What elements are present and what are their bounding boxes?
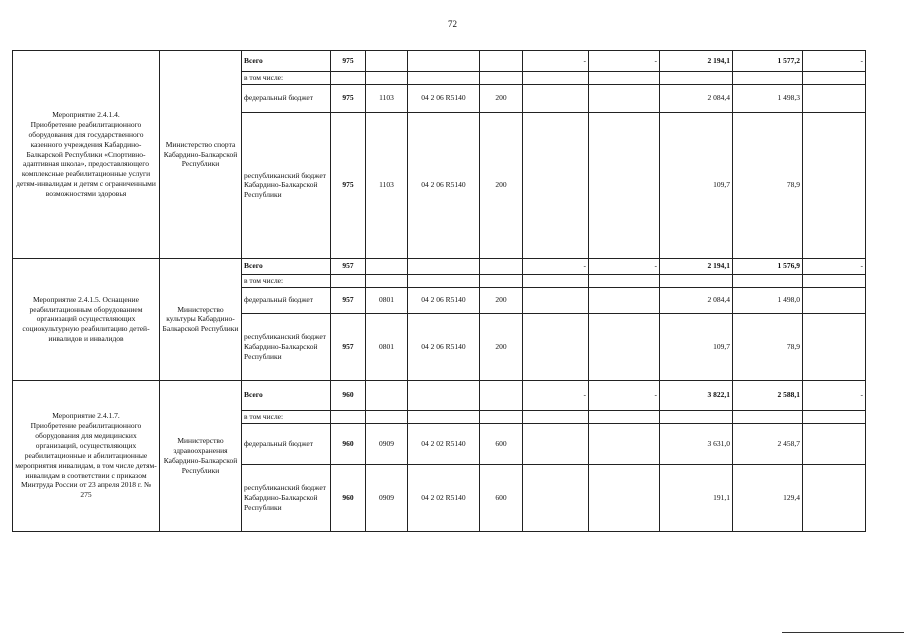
including-cell: в том числе: <box>242 274 331 287</box>
value-cell: 109,7 <box>660 112 733 258</box>
grbs-cell: 957 <box>331 287 366 313</box>
table-row <box>13 258 866 274</box>
value-cell: 1 498,0 <box>733 287 803 313</box>
value-cell: - <box>803 51 866 72</box>
source-cell: федеральный бюджет <box>242 423 331 464</box>
table-row <box>13 380 866 410</box>
grbs-cell: 960 <box>331 464 366 531</box>
source-cell: республиканский бюджет Кабардино-Балкарской Республики <box>242 112 331 258</box>
value-cell: 1 577,2 <box>733 51 803 72</box>
source-cell: Всего <box>242 380 331 410</box>
value-cell: - <box>803 258 866 274</box>
value-cell: 2 588,1 <box>733 380 803 410</box>
footer-rule <box>782 632 904 633</box>
value-cell: - <box>589 380 660 410</box>
vr-cell <box>480 51 523 72</box>
grbs-cell: 975 <box>331 84 366 112</box>
value-cell: 109,7 <box>660 313 733 380</box>
vr-cell: 600 <box>480 423 523 464</box>
grbs-cell: 960 <box>331 380 366 410</box>
value-cell: - <box>523 258 589 274</box>
table-row <box>13 51 866 72</box>
vr-cell: 200 <box>480 112 523 258</box>
value-cell: - <box>523 380 589 410</box>
vr-cell <box>480 380 523 410</box>
rzpr-cell <box>366 380 408 410</box>
value-cell: 3 822,1 <box>660 380 733 410</box>
executor-cell: Министерство культуры Кабардино-Балкарской Республики <box>160 258 242 380</box>
grbs-cell: 975 <box>331 112 366 258</box>
value-cell: 191,1 <box>660 464 733 531</box>
csr-cell: 04 2 06 R5140 <box>408 313 480 380</box>
vr-cell: 200 <box>480 287 523 313</box>
vr-cell: 200 <box>480 313 523 380</box>
vr-cell: 200 <box>480 84 523 112</box>
value-cell: - <box>523 51 589 72</box>
csr-cell: 04 2 02 R5140 <box>408 423 480 464</box>
source-cell: Всего <box>242 258 331 274</box>
value-cell: 2 458,7 <box>733 423 803 464</box>
csr-cell: 04 2 06 R5140 <box>408 112 480 258</box>
value-cell: 2 194,1 <box>660 258 733 274</box>
csr-cell: 04 2 06 R5140 <box>408 84 480 112</box>
source-cell: Всего <box>242 51 331 72</box>
csr-cell: 04 2 02 R5140 <box>408 464 480 531</box>
including-cell: в том числе: <box>242 72 331 85</box>
rzpr-cell: 0801 <box>366 313 408 380</box>
csr-cell <box>408 51 480 72</box>
source-cell: федеральный бюджет <box>242 84 331 112</box>
csr-cell <box>408 258 480 274</box>
vr-cell <box>480 258 523 274</box>
source-cell: республиканский бюджет Кабардино-Балкарской Республики <box>242 313 331 380</box>
budget-table <box>12 50 866 532</box>
rzpr-cell <box>366 51 408 72</box>
event-cell: Мероприятие 2.4.1.4. Приобретение реабилитационного оборудования для государственного казенного учреждения Кабардино-Балкарской Республики «Спортивно-адаптивная школа», предоставляющего комплексные реабилитационные услуги детям-инвалидам и детям с ограниченными возможностями здоровья <box>13 51 160 259</box>
rzpr-cell: 0909 <box>366 464 408 531</box>
value-cell: 78,9 <box>733 112 803 258</box>
value-cell: - <box>589 51 660 72</box>
source-cell: федеральный бюджет <box>242 287 331 313</box>
rzpr-cell: 1103 <box>366 112 408 258</box>
value-cell: 2 194,1 <box>660 51 733 72</box>
including-cell: в том числе: <box>242 410 331 423</box>
event-cell: Мероприятие 2.4.1.5. Оснащение реабилитационным оборудованием организаций осуществляющих социокультурную реабилитацию детей-инвалидов и инвалидов <box>13 258 160 380</box>
value-cell: - <box>589 258 660 274</box>
value-cell: - <box>803 380 866 410</box>
rzpr-cell: 0909 <box>366 423 408 464</box>
csr-cell <box>408 380 480 410</box>
grbs-cell: 975 <box>331 51 366 72</box>
value-cell: 2 084,4 <box>660 84 733 112</box>
value-cell: 129,4 <box>733 464 803 531</box>
rzpr-cell: 0801 <box>366 287 408 313</box>
csr-cell: 04 2 06 R5140 <box>408 287 480 313</box>
grbs-cell: 957 <box>331 313 366 380</box>
executor-cell: Министерство спорта Кабардино-Балкарской Республики <box>160 51 242 259</box>
grbs-cell: 960 <box>331 423 366 464</box>
rzpr-cell: 1103 <box>366 84 408 112</box>
event-cell: Мероприятие 2.4.1.7. Приобретение реабилитационного оборудования для медицинских организаций, осуществляющих реабилитационные и абилитационные мероприятия инвалидам, в том числе детям-инвалидам в соответствии с приказом Минтруда России от 23 апреля 2018 г. № 275 <box>13 380 160 531</box>
source-cell: республиканский бюджет Кабардино-Балкарской Республики <box>242 464 331 531</box>
value-cell: 1 498,3 <box>733 84 803 112</box>
vr-cell: 600 <box>480 464 523 531</box>
value-cell: 1 576,9 <box>733 258 803 274</box>
page-number: 72 <box>448 19 457 29</box>
rzpr-cell <box>366 258 408 274</box>
value-cell: 78,9 <box>733 313 803 380</box>
executor-cell: Министерство здравоохранения Кабардино-Балкарской Республики <box>160 380 242 531</box>
value-cell: 2 084,4 <box>660 287 733 313</box>
value-cell: 3 631,0 <box>660 423 733 464</box>
grbs-cell: 957 <box>331 258 366 274</box>
